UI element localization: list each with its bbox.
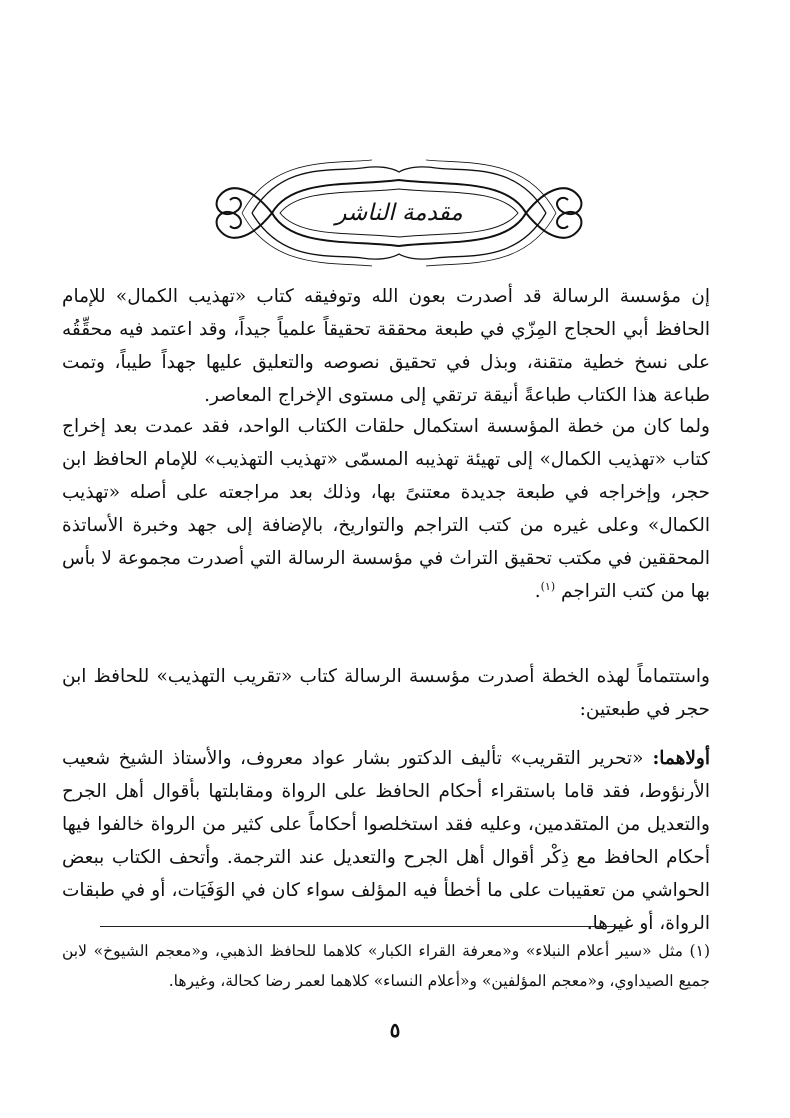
page-number: ٥ <box>389 1018 401 1042</box>
paragraph-2 <box>62 410 710 608</box>
paragraph-1: إن مؤسسة الرسالة قد أصدرت بعون الله وتوفيقه كتاب «تهذيب الكمال» للإمام الحافظ أبي الحجاج المِزّي في طبعة محققة تحقيقاً علمياً جيداً، وقد اعتمد فيه محقِّقُه على نسخ خطية متقنة، وبذل في تحقيق نصوصه والتعليق عليها جهداً طيباً، وتمت طباعة هذا الكتاب طباعةً أنيقة ترتقي إلى مستوى الإخراج المعاصر. <box>62 286 710 406</box>
page-title: مقدمة الناشر <box>335 200 463 226</box>
paragraph-4-lead: أولاهما: <box>643 748 710 769</box>
footnote-reference[interactable]: (١) <box>540 579 556 593</box>
paragraph-4-text: «تحرير التقريب» تأليف الدكتور بشار عواد معروف، والأستاذ الشيخ شعيب الأرنؤوط، فقد قاما باستقراء أحكام الحافظ على الرواة ومقابلتها بأقوال أهل الجرح والتعديل من المتقدمين، وعليه فقد استخلصوا أحكاماً على كثير من الرواة خالفوا فيها أحكام الحافظ مع ذِكْر أقوال أهل الجرح والتعديل عند الترجمة. وأتحف الكتاب ببعض الحواشي من تعقيبات على ما أخطأ فيه المؤلف سواء كان في الوَفَيَات، أو في طبقات الرواة، أو غيرها. <box>62 748 710 934</box>
footnote-divider <box>100 926 632 927</box>
paragraph-3: واستتماماً لهذه الخطة أصدرت مؤسسة الرسالة كتاب «تقريب التهذيب» للحافظ ابن حجر في طبعتين: <box>62 666 710 720</box>
footnote: (١) مثل «سير أعلام النبلاء» و«معرفة القراء الكبار» كلاهما للحافظ الذهبي، و«معجم الشيوخ» لابن جميع الصيداوي، و«معجم المؤلفين» و«أعلام النساء» كلاهما لعمر رضا كحالة، وغيرها. <box>62 942 710 990</box>
title-cartouche <box>212 158 586 268</box>
paragraph-2-text: ولما كان من خطة المؤسسة استكمال حلقات الكتاب الواحد، فقد عمدت بعد إخراج كتاب «تهذيب الكمال» إلى تهيئة تهذيبه المسمّى «تهذيب التهذيب» للإمام الحافظ ابن حجر، وإخراجه في طبعة جديدة معتنىً بها، وذلك بعد مراجعته على أصله «تهذيب الكمال» وعلى غيره من كتب التراجم والتواريخ، بالإضافة إلى جهد وخبرة الأساتذة المحققين في مكتب تحقيق التراث في مؤسسة الرسالة التي أصدرت مجموعة لا بأس بها من كتب التراجم <box>62 416 710 602</box>
period: . <box>534 581 541 602</box>
paragraph-4 <box>62 742 710 940</box>
